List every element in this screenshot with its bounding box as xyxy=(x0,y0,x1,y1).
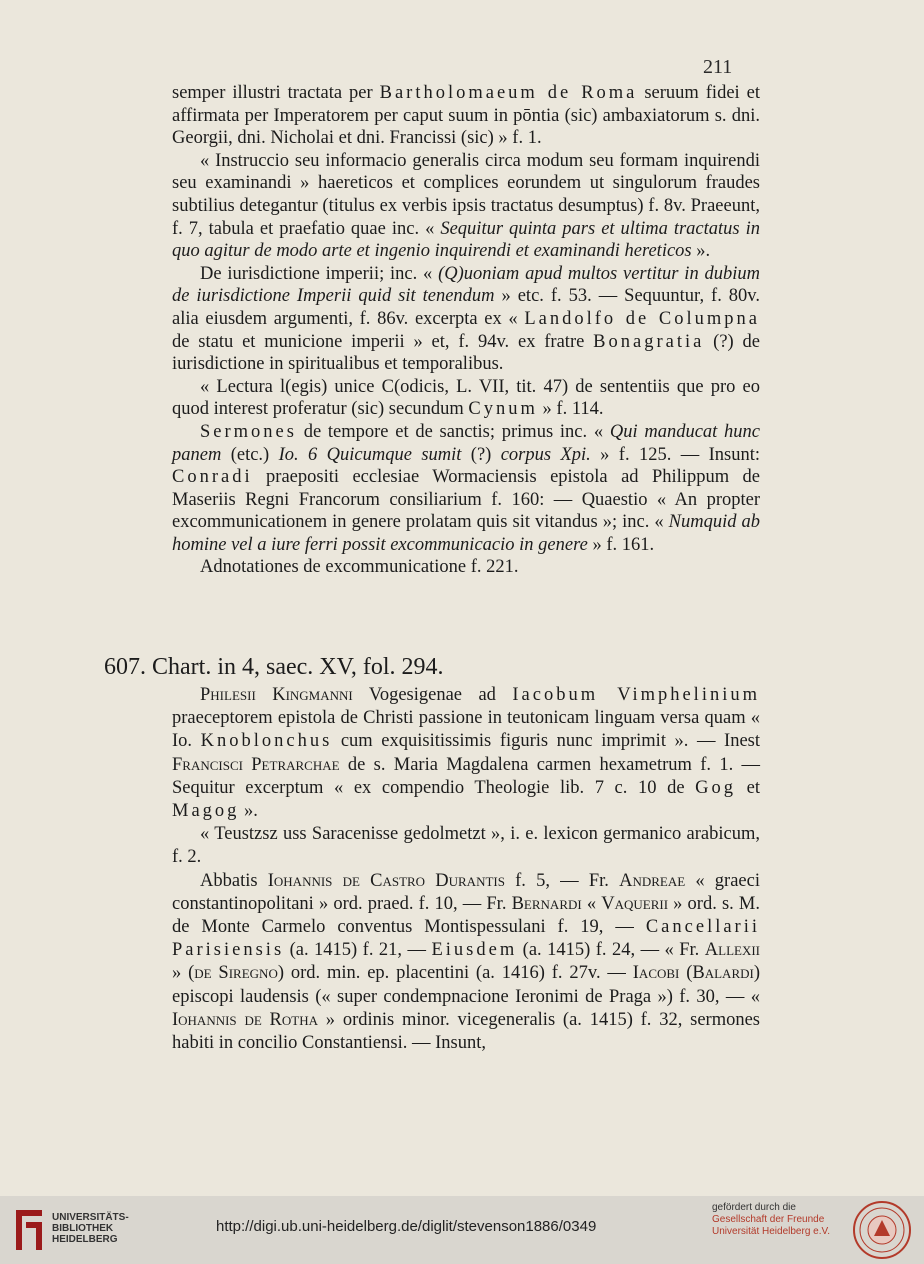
text-run: praeceptorem epistola de Christi passione in teutonicam linguam versa quam « Io. xyxy=(172,708,760,752)
text-run: ». xyxy=(239,801,258,822)
text-run: ) ord. min. ep. placentini (a. 1416) f. 27v. — xyxy=(277,963,633,984)
paragraph-4 xyxy=(172,376,760,421)
small-caps-name: de Siregno xyxy=(194,963,278,984)
text-run: semper illustri tractata per xyxy=(172,83,380,103)
italic-quote: Io. 6 Quicumque sumit xyxy=(278,444,462,465)
small-caps-name: Andreae xyxy=(619,870,686,891)
small-caps-name: Allexii xyxy=(704,940,760,961)
small-caps-name: Philesii Kingmanni xyxy=(200,685,353,705)
text-run: « xyxy=(581,893,602,914)
text-run: praepositi ecclesiae Wormaciensis epistola ad Philippum de Maseriis Regni Francorum consiliarium f. 160: — Quaestio « An propter excommunicationem in genere prolatam quis sit vitandus »; inc. « xyxy=(172,467,760,533)
paragraph-6: Adnotationes de excommunicatione f. 221. xyxy=(200,557,519,578)
text-run: de s. Maria Magdalena carmen hexametrum f. 1. — Sequitur excerptum « ex compendio Theologie lib. 7 c. 10 de xyxy=(172,754,760,798)
text-run: cum exquisitissimis figuris nunc imprimit ». — Inest xyxy=(332,731,760,752)
spaced-name: Gog xyxy=(695,777,737,798)
text-run: » ord. s. M. de Monte Carmelo conventus Montispessulani f. 19, — xyxy=(172,893,760,938)
spaced-name: Landolfo de Columpna xyxy=(524,308,761,329)
small-caps-name: Francisci Petrarchae xyxy=(172,754,340,775)
entry-paragraph-3 xyxy=(172,870,760,1056)
text-run: » f. 114. xyxy=(537,399,604,420)
text-run: et xyxy=(736,777,760,798)
entry-heading: 607. Chart. in 4, saec. XV, fol. 294. xyxy=(104,654,444,680)
text-run: (a. 1415) f. 24, — « Fr. xyxy=(517,940,705,961)
spaced-name: Sermones xyxy=(200,421,297,442)
small-caps-name: Iohannis de Castro Durantis xyxy=(267,870,505,891)
italic-quote: corpus Xpi. xyxy=(500,444,591,465)
text-run: f. 5, — Fr. xyxy=(504,870,620,891)
text-run: » ordinis minor. vicegeneralis (a. 1415) f. 32, sermones habiti in concilio Constantiensi. — Insunt, xyxy=(172,1009,760,1054)
sponsor-credit xyxy=(712,1202,830,1238)
small-caps-name: Balardi xyxy=(692,963,754,984)
library-logo-icon xyxy=(12,1206,46,1254)
text-run: Vogesigenae ad xyxy=(352,685,513,705)
text-run: « graeci constantinopolitani » ord. praed. f. 10, — Fr. xyxy=(172,870,760,914)
text-run: ) episcopi laudensis (« super condempnacione Ieronimi de Praga ») f. 30, — « xyxy=(172,963,761,1007)
spaced-name: Bonagratia xyxy=(593,331,705,352)
spaced-name: Conradi xyxy=(172,467,253,488)
spaced-name: Magog xyxy=(172,801,240,822)
spaced-name: Cynum xyxy=(468,399,538,420)
text-run: de statu et municione imperii » et, f. 94v. ex fratre xyxy=(172,331,594,352)
entry-paragraph-1 xyxy=(172,684,760,823)
entry-paragraph-2: « Teustzsz uss Saracenisse gedolmetzt », i. e. lexicon germanico arabicum, f. 2. xyxy=(172,824,760,868)
text-run: de tempore et de sanctis; primus inc. « xyxy=(296,421,610,442)
text-run: seruum fidei et affirmata per Imperatorem per caput suum in pōntia (sic) ambaxiatorum s. dni. Georgii, dni. Nicholai et dni. Francissi (sic) » f. 1. xyxy=(172,83,760,149)
text-run: (?) de iurisdictione in spiritualibus et temporalibus. xyxy=(172,331,760,375)
spaced-name: Knoblonchus xyxy=(200,731,333,752)
spaced-name: Eiusdem xyxy=(431,940,518,961)
permalink-url[interactable]: http://digi.ub.uni-heidelberg.de/diglit/stevenson1886/0349 xyxy=(216,1218,597,1235)
text-run: (?) xyxy=(461,444,501,465)
paragraph-3 xyxy=(172,263,760,376)
italic-quote: Numquid ab homine vel a iure ferri possit excommunicacio in genere xyxy=(172,512,760,555)
italic-quote: Qui manducat hunc panem xyxy=(172,421,760,465)
text-run: ( xyxy=(679,963,693,984)
italic-quote: Sequitur quinta pars et ultima tractatus in quo agitur de modo arte et ingenio inquirendi et examinandi hereticos xyxy=(172,218,761,262)
small-caps-name: Iacobi xyxy=(632,963,680,984)
text-run: (a. 1415) f. 21, — xyxy=(284,940,432,961)
viewer-footer xyxy=(0,1196,924,1264)
spaced-name: Iacobum Vimphelinium xyxy=(512,685,760,705)
text-run: De iurisdictione imperii; inc. « xyxy=(200,263,439,284)
text-run: » etc. f. 53. — Sequuntur, f. 80v. alia eiusdem argumenti, f. 86v. excerpta ex « xyxy=(172,286,760,329)
paragraph-5 xyxy=(172,421,760,557)
library-name-line: UNIVERSITÄTS- xyxy=(52,1212,129,1223)
text-run: » f. 161. xyxy=(587,534,655,555)
paragraph-2 xyxy=(172,150,760,263)
text-run: » ( xyxy=(172,963,195,984)
entry-text xyxy=(172,684,760,1055)
spaced-name: Bartholomaeum de Roma xyxy=(379,83,638,103)
text-run: (etc.) xyxy=(221,444,279,465)
italic-quote: (Q)uoniam apud multos vertitur in dubium de iurisdictione Imperii quid sit tenendum xyxy=(172,263,760,307)
catalog-text-continued xyxy=(172,82,760,579)
spaced-name: Cancellarii Parisiensis xyxy=(172,917,760,961)
text-run: « Instruccio seu informacio generalis circa modum seu formam inquirendi seu examinandi » haereticos et complices eorundem ut singulorum fraudes subtilius detegantur (titulus ex verbis ipsis tractatus desumptus) f. 8v. Praeeunt, f. 7, tabula et praefatio quae inc. « xyxy=(172,150,760,239)
paragraph-1 xyxy=(172,82,760,150)
small-caps-name: Iohannis de Rotha xyxy=(172,1009,318,1030)
library-name-line: BIBLIOTHEK xyxy=(52,1223,114,1234)
text-run: « Lectura l(egis) unice C(odicis, L. VII, tit. 47) de sententiis que pro eo quod interest proferatur (sic) secundum xyxy=(172,376,760,420)
sponsor-name-line: Gesellschaft der Freunde xyxy=(712,1214,825,1225)
page-number: 211 xyxy=(703,56,733,78)
small-caps-name: Bernardi xyxy=(511,893,582,914)
library-name-line: HEIDELBERG xyxy=(52,1234,118,1245)
text-run: » f. 125. — Insunt: xyxy=(590,444,760,465)
library-name xyxy=(52,1212,129,1245)
text-run: Abbatis xyxy=(200,870,268,891)
university-seal-icon xyxy=(852,1200,912,1260)
small-caps-name: Vaquerii xyxy=(601,893,669,914)
text-run: ». xyxy=(691,241,711,262)
sponsor-name-line: Universität Heidelberg e.V. xyxy=(712,1226,831,1237)
sponsor-intro: gefördert durch die xyxy=(712,1202,796,1213)
